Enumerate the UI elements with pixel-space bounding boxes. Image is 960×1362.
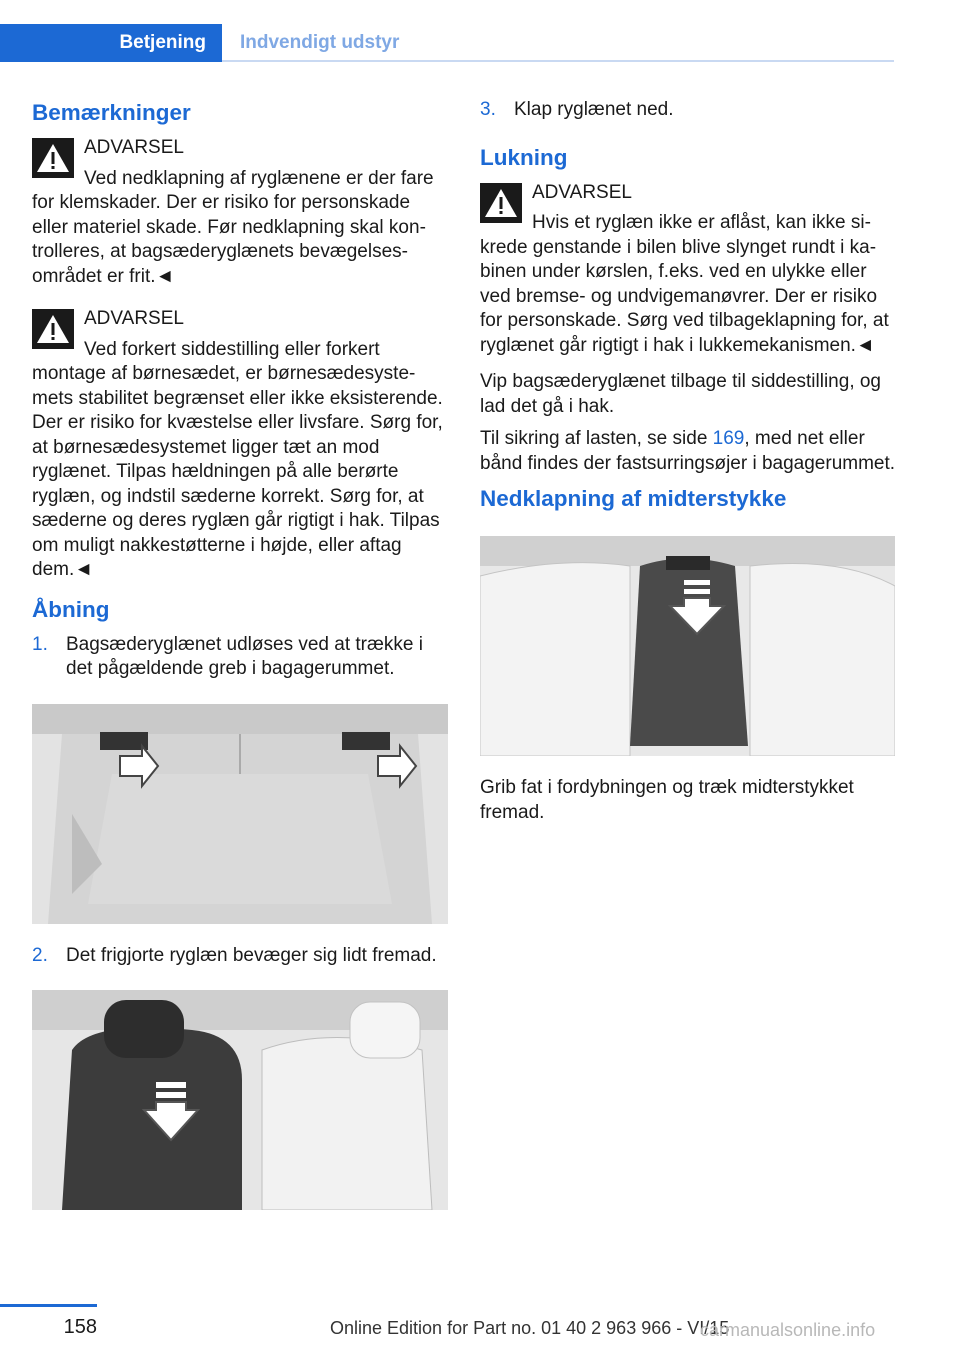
warning-triangle-icon: [480, 183, 522, 223]
page-header: [0, 0, 960, 62]
right-column: [480, 98, 896, 833]
warning-triangle-icon: [32, 138, 74, 178]
step-number: 3.: [480, 99, 496, 120]
step-number: 2.: [32, 944, 48, 966]
step-text: Det frigjorte ryglæn bevæger sig lidt fremad.: [66, 944, 437, 966]
tab-betjening[interactable]: Betjening: [0, 24, 222, 62]
step-text: Bagsæderyglænet udløses ved at trække i det pågældende greb i bagagerummet.: [66, 633, 423, 679]
left-column: [32, 98, 448, 1230]
warning-block-3: [480, 181, 896, 359]
list-item-step-2: [32, 944, 448, 969]
paragraph-tilt-back: Vip bagsæderyglænet tilbage til siddestilling, og lad det gå i hak.: [480, 371, 882, 417]
edition-text: Online Edition for Part no. 01 40 2 963 966 - VI/15: [330, 1318, 730, 1338]
warning-triangle-icon: [32, 309, 74, 349]
page-link-169[interactable]: 169: [712, 428, 745, 449]
warning-text: Ved nedklapning af ryglænene er der fare for klemskader. Der er risiko for personskade eller materiel skade. Før nedklapning skal kontrolleres, at bagsæderyglænets bevægelsesområdet er frit.◄: [32, 167, 434, 287]
list-item-step-1: [32, 633, 448, 682]
list-item-step-3: [480, 98, 896, 123]
warning-label: ADVARSEL: [532, 181, 632, 203]
tab-indvendigt-udstyr[interactable]: Indvendigt udstyr: [240, 32, 400, 53]
middle-section-photo: [480, 536, 895, 756]
page-number: 158: [63, 1316, 97, 1338]
section-title-bemaerkninger: Bemærkninger: [32, 100, 191, 125]
section-title-lukning: Lukning: [480, 144, 568, 170]
seat-backrest-photo: [32, 990, 448, 1210]
footer-divider: [0, 1304, 97, 1307]
section-title-aabning: Åbning: [32, 596, 110, 622]
section-title-nedklapning-midterstykke: Nedklapning af midterstykke: [480, 486, 787, 511]
step-number: 1.: [32, 633, 48, 655]
warning-text: Hvis et ryglæn ikke er aflåst, kan ikke sikrede genstande i bilen blive slynget rundt i kabinen under kørslen, f.eks. ved en ulykke eller ved bremse- og undvigemanøvrer. Der er risiko for personskade. Sørg ved tilbageklapning for, at ryglænet går rigtigt i hak i lukkemekanismen.◄: [480, 212, 889, 356]
paragraph-grab-middle: Grib fat i fordybningen og træk midterstykket fremad.: [480, 777, 854, 823]
cargo-text-after: , med net eller bånd findes der fastsurringsøjer i bagagerummet.: [480, 428, 896, 474]
warning-label: ADVARSEL: [84, 308, 184, 329]
warning-block-1: [32, 136, 448, 289]
cargo-text-before: Til sikring af lasten, se side: [480, 428, 713, 449]
paragraph-cargo-securing: [480, 427, 896, 476]
watermark-text: carmanualsonline.info: [700, 1320, 876, 1340]
warning-block-2: [32, 307, 448, 583]
warning-label: ADVARSEL: [84, 137, 184, 158]
trunk-release-photo: [32, 704, 448, 924]
header-divider: [222, 60, 894, 62]
warning-text: Ved forkert siddestilling eller forkert montage af børnesædet, er børnesædesystemets stabilitet begrænset eller ikke eksisterende. Der er risiko for kvæstelse eller livsfare. Sørg for, at børnesædesystemet ligger tæt an mod ryglænet. Tilpas hældningen på alle berørte ryglæn, og indstil sæderne korrekt. Sørg for, at sæderne og deres ryglæn går rigtigt i hak. Tilpas om muligt nakkestøtterne i højde, eller aftag dem.◄: [32, 338, 443, 580]
step-text: Klap ryglænet ned.: [514, 99, 674, 120]
